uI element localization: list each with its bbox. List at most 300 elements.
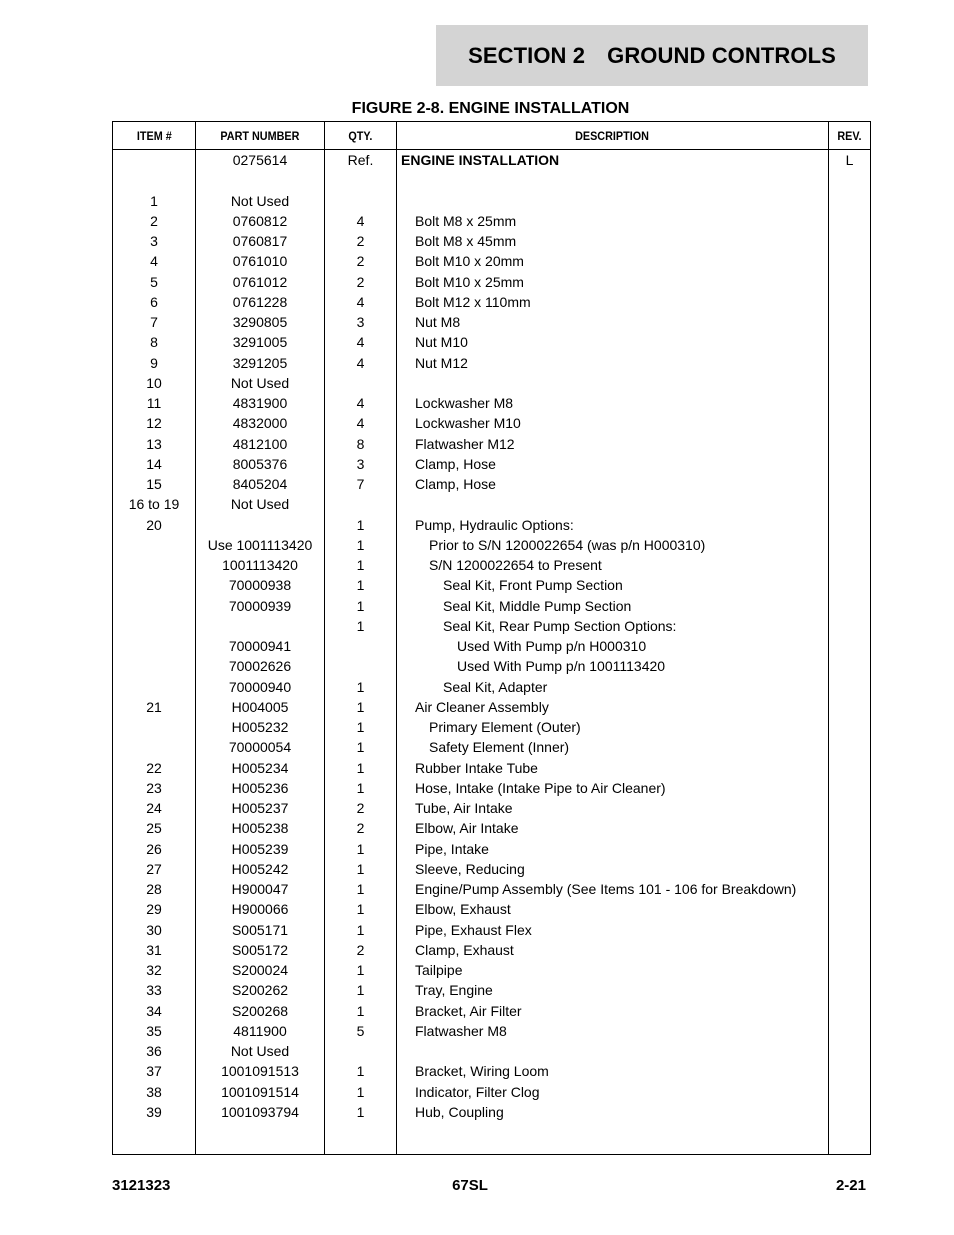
table-row: [113, 332, 871, 352]
table-row: [113, 413, 871, 433]
table-row: [113, 616, 871, 636]
quantity: 3: [356, 314, 365, 330]
description-cell: [397, 636, 829, 656]
description-cell: [397, 839, 829, 859]
description: Bolt M10 x 25mm: [415, 273, 524, 290]
table-row: [113, 353, 871, 373]
revision-cell: [829, 737, 871, 757]
quantity-cell: [325, 1102, 397, 1122]
item-number-cell: [113, 454, 196, 474]
description-cell: [397, 818, 829, 838]
quantity: 1: [356, 617, 365, 634]
part-number: 0761228: [232, 293, 288, 310]
quantity-cell: [325, 332, 397, 352]
quantity: 1: [356, 881, 365, 897]
description-cell: [397, 454, 829, 474]
part-number: S005171: [231, 921, 289, 938]
quantity: 1: [356, 962, 365, 978]
table-row: [113, 656, 871, 676]
quantity: 1: [356, 698, 365, 715]
table-row: [113, 292, 871, 312]
table-row: [113, 920, 871, 940]
part-number-cell: [196, 454, 325, 474]
part-number: 70000940: [228, 678, 292, 695]
description-cell: [397, 251, 829, 271]
revision-cell: [829, 251, 871, 271]
description: Flatwasher M8: [415, 1022, 507, 1039]
item-number-cell: [113, 332, 196, 352]
revision-cell: [829, 616, 871, 636]
description: Pipe, Exhaust Flex: [415, 921, 532, 938]
revision-cell: [829, 575, 871, 595]
revision-cell: [829, 859, 871, 879]
quantity: 4: [356, 212, 365, 229]
description-cell: [397, 778, 829, 798]
item-number-cell: [113, 231, 196, 251]
part-number: Not Used: [230, 192, 290, 209]
revision-cell: [829, 596, 871, 616]
description: Hub, Coupling: [415, 1103, 504, 1120]
description: Bolt M12 x 110mm: [415, 293, 531, 310]
table-row: [113, 434, 871, 454]
part-number-cell: [196, 393, 325, 413]
column-header-item: ITEM #: [113, 122, 196, 150]
item-number: 29: [146, 901, 162, 918]
revision-cell: [829, 170, 871, 190]
part-number-cell: [196, 1021, 325, 1041]
description: Nut M8: [415, 314, 461, 330]
quantity: 2: [356, 820, 365, 837]
quantity: 1: [356, 577, 365, 594]
item-number: 28: [146, 881, 162, 897]
item-number-cell: [113, 920, 196, 940]
description-cell: [397, 879, 829, 899]
description-cell: [397, 312, 829, 332]
item-number: 25: [146, 820, 162, 837]
part-number: 0760812: [232, 212, 288, 229]
part-number: 1001091513: [221, 1063, 299, 1080]
item-number-cell: [113, 758, 196, 778]
item-number-cell: [113, 272, 196, 292]
spacer-cell: [325, 1122, 397, 1155]
revision-cell: [829, 474, 871, 494]
quantity-cell: [325, 839, 397, 859]
column-header-rev: REV.: [829, 122, 871, 150]
table-row: [113, 778, 871, 798]
table-row: [113, 798, 871, 818]
description-cell: [397, 191, 829, 211]
revision-cell: [829, 434, 871, 454]
part-number: S005172: [231, 941, 289, 958]
description: Pump, Hydraulic Options:: [415, 516, 574, 533]
quantity: 4: [356, 293, 365, 310]
revision-cell: [829, 413, 871, 433]
part-number-cell: [196, 413, 325, 433]
part-number: 8405204: [232, 476, 288, 492]
part-number: 1001113420: [222, 557, 298, 573]
description-cell: [397, 555, 829, 575]
description: Seal Kit, Front Pump Section: [443, 577, 623, 594]
description-cell: [397, 1082, 829, 1102]
description-cell: [397, 211, 829, 231]
quantity: 8: [356, 435, 365, 452]
table-row: [113, 251, 871, 271]
revision-cell: [829, 960, 871, 980]
quantity-cell: [325, 494, 397, 514]
part-number-cell: [196, 555, 325, 575]
part-number-cell: [196, 353, 325, 373]
description-cell: [397, 170, 829, 190]
quantity-cell: [325, 575, 397, 595]
part-number-cell: [196, 251, 325, 271]
description: Nut M10: [415, 334, 468, 351]
revision-cell: [829, 656, 871, 676]
quantity-cell: [325, 677, 397, 697]
revision-cell: [829, 879, 871, 899]
table-row: [113, 879, 871, 899]
column-header-description: DESCRIPTION: [397, 122, 829, 150]
description: Clamp, Hose: [415, 476, 496, 492]
item-number: 32: [146, 962, 162, 978]
description-cell: [397, 292, 829, 312]
table-row: [113, 575, 871, 595]
item-number: 4: [150, 253, 158, 270]
description-cell: [397, 677, 829, 697]
item-number-cell: [113, 677, 196, 697]
quantity-cell: [325, 879, 397, 899]
revision-cell: [829, 1082, 871, 1102]
description: Prior to S/N 1200022654 (was p/n H000310): [429, 536, 706, 553]
revision-cell: [829, 353, 871, 373]
part-number: H005239: [231, 840, 289, 857]
revision-cell: [829, 1061, 871, 1081]
description: Lockwasher M8: [415, 395, 514, 411]
part-number-cell: [196, 1041, 325, 1061]
item-number-cell: [113, 494, 196, 514]
table-row: [113, 899, 871, 919]
revision-cell: [829, 778, 871, 798]
part-number-cell: [196, 616, 325, 636]
footer-model: 67SL: [452, 1177, 488, 1194]
description: S/N 1200022654 to Present: [429, 557, 602, 573]
quantity-cell: [325, 292, 397, 312]
revision-cell: [829, 191, 871, 211]
item-number: 30: [146, 921, 162, 938]
item-number-cell: [113, 575, 196, 595]
part-number: H900066: [231, 901, 289, 918]
item-number: 23: [146, 779, 162, 796]
quantity: 2: [356, 233, 365, 249]
item-number-cell: [113, 555, 196, 575]
table-row: [113, 960, 871, 980]
item-number: 20: [146, 516, 162, 533]
section-header: [436, 25, 868, 86]
description: Tube, Air Intake: [415, 800, 513, 816]
quantity: 4: [356, 354, 365, 371]
item-number-cell: [113, 1061, 196, 1081]
part-number: 1001093794: [221, 1103, 299, 1120]
part-number: 4831900: [232, 395, 288, 411]
revision-cell: [829, 535, 871, 555]
quantity: 2: [356, 800, 365, 816]
quantity-cell: [325, 191, 397, 211]
quantity-cell: [325, 656, 397, 676]
part-number-cell: [196, 899, 325, 919]
quantity-cell: [325, 312, 397, 332]
part-number: H005236: [231, 779, 289, 796]
item-number-cell: [113, 940, 196, 960]
table-spacer-row: [113, 1122, 871, 1155]
item-number-cell: [113, 373, 196, 393]
item-number: 39: [146, 1103, 162, 1120]
description-cell: [397, 150, 829, 171]
description-cell: [397, 535, 829, 555]
column-header-part-number: PART NUMBER: [196, 122, 325, 150]
part-number-cell: [196, 879, 325, 899]
part-number: Not Used: [230, 374, 290, 391]
table-row: [113, 150, 871, 171]
table-row: [113, 454, 871, 474]
description-cell: [397, 1061, 829, 1081]
item-number: 33: [146, 982, 162, 999]
part-number-cell: [196, 434, 325, 454]
table-row: [113, 1061, 871, 1081]
quantity-cell: [325, 1021, 397, 1041]
quantity-cell: [325, 353, 397, 373]
description-cell: [397, 515, 829, 535]
table-row: [113, 393, 871, 413]
part-number: 0275614: [232, 152, 288, 168]
table-row: [113, 211, 871, 231]
item-number-cell: [113, 413, 196, 433]
revision-cell: [829, 515, 871, 535]
quantity-cell: [325, 616, 397, 636]
part-number-cell: [196, 697, 325, 717]
description: Elbow, Exhaust: [415, 901, 511, 918]
description-cell: [397, 656, 829, 676]
item-number: 14: [146, 455, 162, 472]
description-cell: [397, 616, 829, 636]
item-number: 10: [146, 374, 162, 391]
description-cell: [397, 697, 829, 717]
quantity: 1: [356, 901, 365, 918]
quantity-cell: [325, 1061, 397, 1081]
part-number: 3291005: [232, 334, 288, 351]
quantity-cell: [325, 150, 397, 171]
quantity: 1: [356, 1083, 365, 1100]
part-number: H004005: [231, 698, 289, 715]
revision: L: [845, 152, 854, 168]
part-number: H005234: [231, 759, 289, 776]
table-row: [113, 1041, 871, 1061]
item-number: 1: [150, 192, 158, 209]
table-row: [113, 636, 871, 656]
item-number-cell: [113, 211, 196, 231]
table-row: [113, 758, 871, 778]
table-row: [113, 474, 871, 494]
part-number-cell: [196, 798, 325, 818]
item-number-cell: [113, 859, 196, 879]
table-row: [113, 859, 871, 879]
item-number-cell: [113, 596, 196, 616]
quantity-cell: [325, 758, 397, 778]
table-row: [113, 1001, 871, 1021]
section-title: GROUND CONTROLS: [607, 42, 836, 68]
quantity: 1: [356, 597, 365, 614]
column-header-qty: QTY.: [325, 122, 397, 150]
item-number: 2: [150, 212, 158, 229]
part-number: 70000939: [228, 597, 292, 614]
quantity: 1: [356, 779, 365, 796]
quantity-cell: [325, 596, 397, 616]
footer-page-number: 2-21: [835, 1177, 866, 1194]
spacer-cell: [113, 1122, 196, 1155]
description: Primary Element (Outer): [429, 719, 581, 735]
revision-cell: [829, 150, 871, 171]
quantity-cell: [325, 555, 397, 575]
revision-cell: [829, 818, 871, 838]
revision-cell: [829, 211, 871, 231]
quantity-cell: [325, 920, 397, 940]
item-number-cell: [113, 1082, 196, 1102]
part-number-cell: [196, 231, 325, 251]
description-cell: [397, 393, 829, 413]
quantity: 4: [356, 334, 365, 351]
part-number-cell: [196, 940, 325, 960]
description-cell: [397, 758, 829, 778]
description: Nut M12: [415, 354, 468, 371]
revision-cell: [829, 1001, 871, 1021]
item-number: 27: [146, 860, 162, 877]
item-number: 9: [150, 354, 158, 371]
description: Bolt M8 x 45mm: [415, 233, 517, 249]
description-cell: [397, 596, 829, 616]
item-number-cell: [113, 980, 196, 1000]
revision-cell: [829, 677, 871, 697]
description-cell: [397, 899, 829, 919]
quantity-cell: [325, 211, 397, 231]
table-row: [113, 494, 871, 514]
footer-doc-number: 3121323: [112, 1177, 171, 1194]
item-number-cell: [113, 170, 196, 190]
part-number: 70000054: [228, 739, 292, 756]
description: Indicator, Filter Clog: [415, 1083, 540, 1100]
quantity-cell: [325, 778, 397, 798]
item-number-cell: [113, 818, 196, 838]
part-number: H005242: [231, 860, 289, 877]
item-number-cell: [113, 353, 196, 373]
description: Rubber Intake Tube: [415, 759, 538, 776]
description: Used With Pump p/n 1001113420: [457, 658, 666, 675]
description-cell: [397, 231, 829, 251]
item-number-cell: [113, 778, 196, 798]
description-cell: [397, 272, 829, 292]
part-number: 70000941: [228, 638, 292, 654]
spacer-cell: [397, 1122, 829, 1155]
item-number: 38: [146, 1083, 162, 1100]
description: Seal Kit, Rear Pump Section Options:: [443, 617, 677, 634]
quantity-cell: [325, 980, 397, 1000]
item-number-cell: [113, 636, 196, 656]
description-cell: [397, 413, 829, 433]
description-cell: [397, 737, 829, 757]
part-number: Use 1001113420: [207, 536, 313, 553]
table-row: [113, 1102, 871, 1122]
description-cell: [397, 960, 829, 980]
quantity: 2: [356, 273, 365, 290]
description: Seal Kit, Middle Pump Section: [443, 597, 632, 614]
item-number-cell: [113, 960, 196, 980]
part-number: 4811900: [233, 1022, 287, 1039]
parts-table: [112, 121, 871, 1155]
revision-cell: [829, 555, 871, 575]
description: Pipe, Intake: [415, 840, 489, 857]
revision-cell: [829, 839, 871, 859]
revision-cell: [829, 272, 871, 292]
table-row: [113, 697, 871, 717]
item-number-cell: [113, 535, 196, 555]
table-row: [113, 555, 871, 575]
description-cell: [397, 575, 829, 595]
part-number-cell: [196, 150, 325, 171]
description-cell: [397, 980, 829, 1000]
item-number-cell: [113, 656, 196, 676]
parts-table-body: [113, 150, 871, 1155]
quantity: 1: [356, 719, 365, 735]
quantity: 4: [356, 395, 365, 411]
part-number: 70000938: [228, 577, 292, 594]
part-number-cell: [196, 737, 325, 757]
part-number: 70002626: [228, 658, 292, 675]
spacer-cell: [829, 1122, 871, 1155]
revision-cell: [829, 454, 871, 474]
quantity: 1: [356, 840, 365, 857]
description: Clamp, Exhaust: [415, 941, 514, 958]
part-number: S200024: [231, 962, 289, 978]
item-number-cell: [113, 899, 196, 919]
quantity: 5: [356, 1022, 365, 1039]
table-row: [113, 839, 871, 859]
item-number: 16 to 19: [128, 496, 180, 513]
revision-cell: [829, 1102, 871, 1122]
description-cell: [397, 434, 829, 454]
description: Engine/Pump Assembly (See Items 101 - 106 for Breakdown): [415, 881, 797, 897]
quantity: 1: [356, 982, 365, 999]
revision-cell: [829, 899, 871, 919]
item-number: 5: [150, 273, 158, 290]
item-number-cell: [113, 1021, 196, 1041]
part-number: H005237: [231, 800, 289, 816]
item-number-cell: [113, 616, 196, 636]
description: Seal Kit, Adapter: [443, 678, 548, 695]
quantity: 1: [356, 1063, 365, 1080]
quantity-cell: [325, 1041, 397, 1061]
part-number: 3291205: [232, 354, 288, 371]
quantity-cell: [325, 373, 397, 393]
table-row: [113, 818, 871, 838]
revision-cell: [829, 292, 871, 312]
revision-cell: [829, 940, 871, 960]
item-number-cell: [113, 1041, 196, 1061]
quantity-cell: [325, 231, 397, 251]
part-number-cell: [196, 980, 325, 1000]
part-number: H005238: [231, 820, 289, 837]
part-number-cell: [196, 515, 325, 535]
part-number-cell: [196, 1001, 325, 1021]
item-number: 37: [146, 1063, 162, 1080]
description: Hose, Intake (Intake Pipe to Air Cleaner): [415, 779, 666, 796]
item-number-cell: [113, 251, 196, 271]
